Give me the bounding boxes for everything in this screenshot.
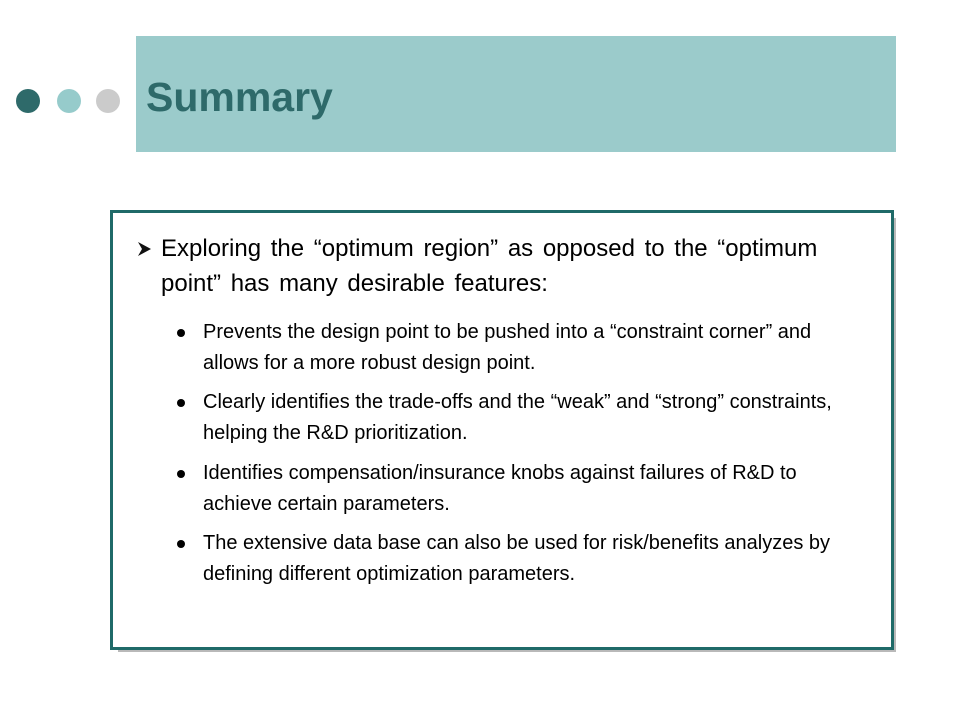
sub-bullet-text: Clearly identifies the trade-offs and the “weak” and “strong” constraints, helping the R&D prioritization. <box>203 391 832 444</box>
sub-bullet-item <box>113 317 891 387</box>
decorative-circle-gray <box>96 89 120 113</box>
main-bullet-text: Exploring the “optimum region” as opposed to the “optimum point” has many desirable features: <box>161 235 818 297</box>
sub-bullet-text: Prevents the design point to be pushed into a “constraint corner” and allows for a more robust design point. <box>203 321 812 374</box>
bullet-dot-icon <box>177 540 185 548</box>
decorative-circle-teal <box>57 89 81 113</box>
decorative-circle-dark <box>16 89 40 113</box>
sub-bullet-item <box>113 387 891 457</box>
arrow-bullet-icon <box>135 239 155 259</box>
sub-bullet-text: The extensive data base can also be used for risk/benefits analyzes by defining different optimization parameters. <box>203 532 831 585</box>
sub-bullet-item <box>113 528 891 598</box>
content-frame <box>110 210 894 650</box>
sub-bullet-text: Identifies compensation/insurance knobs against failures of R&D to achieve certain parameters. <box>203 462 797 515</box>
bullet-dot-icon <box>177 329 185 337</box>
title-band <box>136 36 896 152</box>
bullet-dot-icon <box>177 399 185 407</box>
bullet-dot-icon <box>177 470 185 478</box>
slide-title: Summary <box>146 74 333 120</box>
sub-bullet-item <box>113 458 891 528</box>
